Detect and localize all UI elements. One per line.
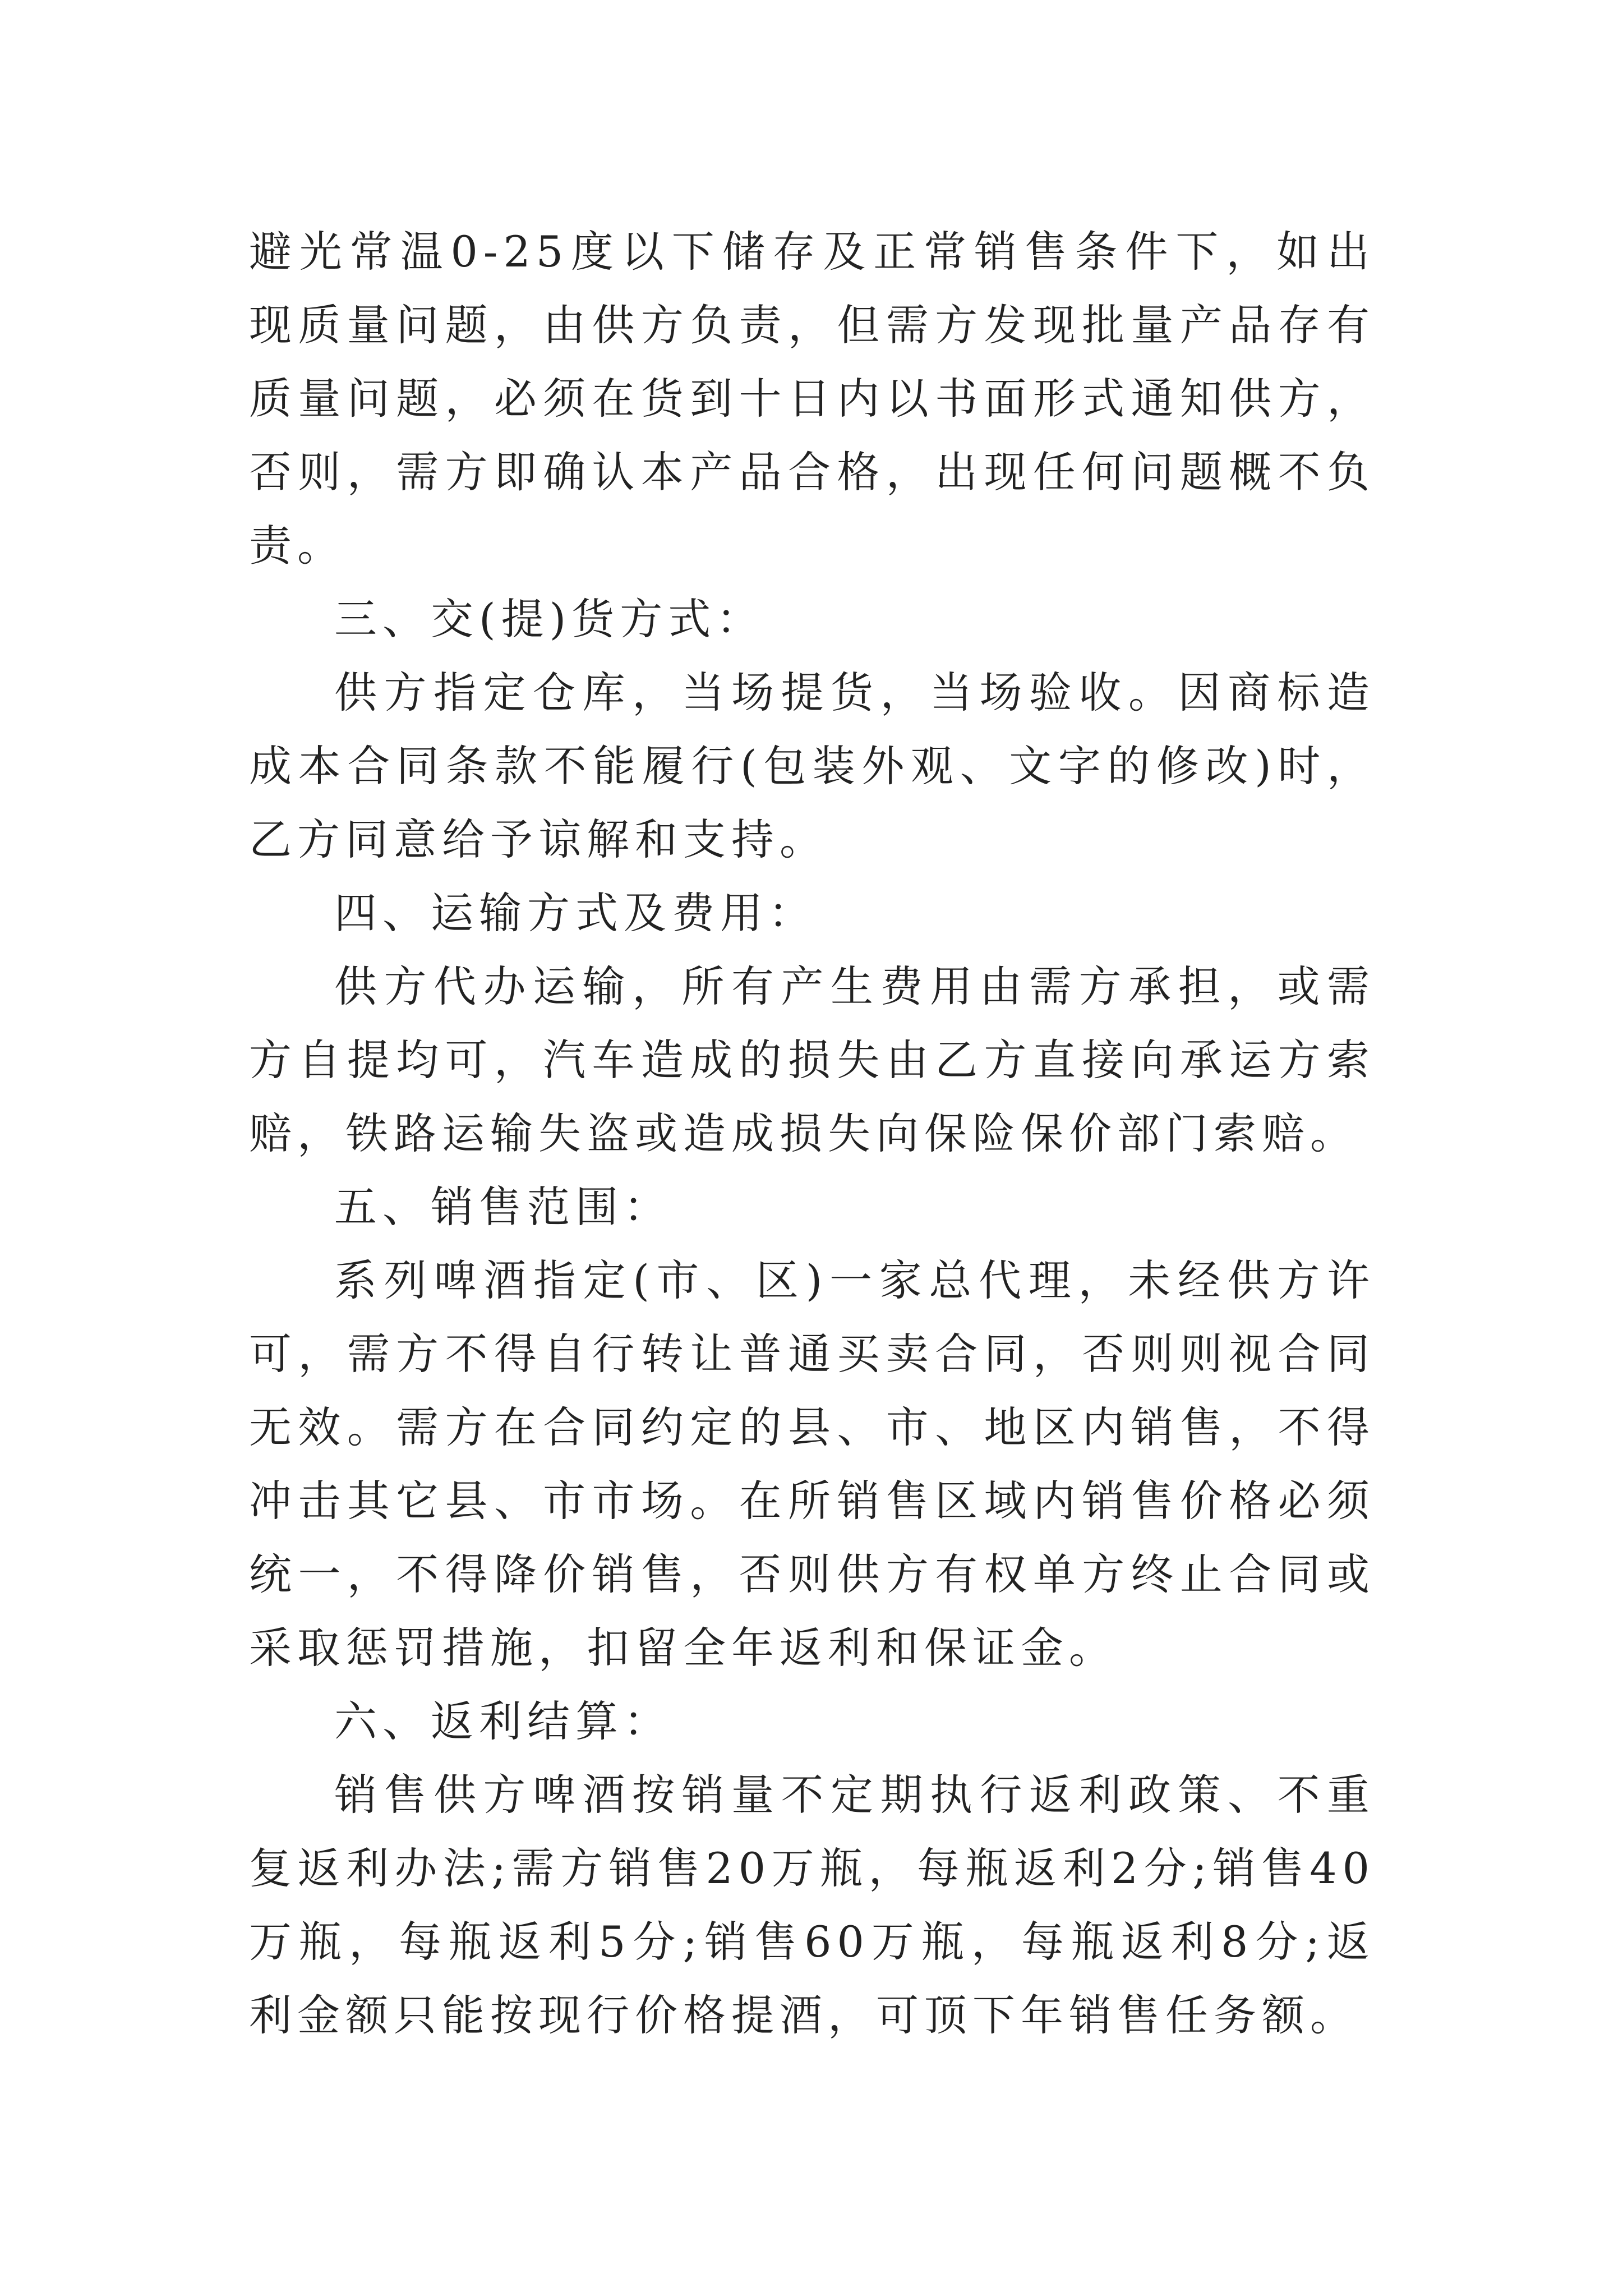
paragraph-quality: 避光常温0-25度以下储存及正常销售条件下，如出现质量问题，由供方负责，但需方发现批量产品存有质量问题，必须在货到十日内以书面形式通知供方，否则，需方即确认本产品合格，出现任何问题概不负责。 bbox=[249, 227, 1375, 570]
heading-sales-scope: 五、销售范围： bbox=[334, 1182, 672, 1232]
paragraph-transport: 供方代办运输，所有产生费用由需方承担，或需方自提均可，汽车造成的损失由乙方直接向承运方索赔，铁路运输失盗或造成损失向保险保价部门索赔。 bbox=[249, 961, 1375, 1158]
heading-delivery-method: 三、交(提)货方式： bbox=[334, 594, 765, 644]
paragraph-rebate: 销售供方啤酒按销量不定期执行返利政策、不重复返利办法;需方销售20万瓶，每瓶返利2分;销售40万瓶，每瓶返利5分;销售60万瓶，每瓶返利8分;返利金额只能按现行价格提酒，可顶下年销售任务额。 bbox=[249, 1770, 1375, 2040]
document-body bbox=[249, 215, 1375, 2052]
paragraph-sales-scope: 系列啤酒指定(市、区)一家总代理，未经供方许可，需方不得自行转让普通买卖合同，否则则视合同无效。需方在合同约定的县、市、地区内销售，不得冲击其它县、市市场。在所销售区域内销售价格必须统一，不得降价销售，否则供方有权单方终止合同或采取惩罚措施，扣留全年返利和保证金。 bbox=[249, 1255, 1375, 1673]
heading-transport: 四、运输方式及费用： bbox=[334, 888, 817, 938]
heading-rebate: 六、返利结算： bbox=[334, 1696, 672, 1746]
paragraph-delivery: 供方指定仓库，当场提货，当场验收。因商标造成本合同条款不能履行(包装外观、文字的修改)时，乙方同意给予谅解和支持。 bbox=[249, 668, 1375, 864]
